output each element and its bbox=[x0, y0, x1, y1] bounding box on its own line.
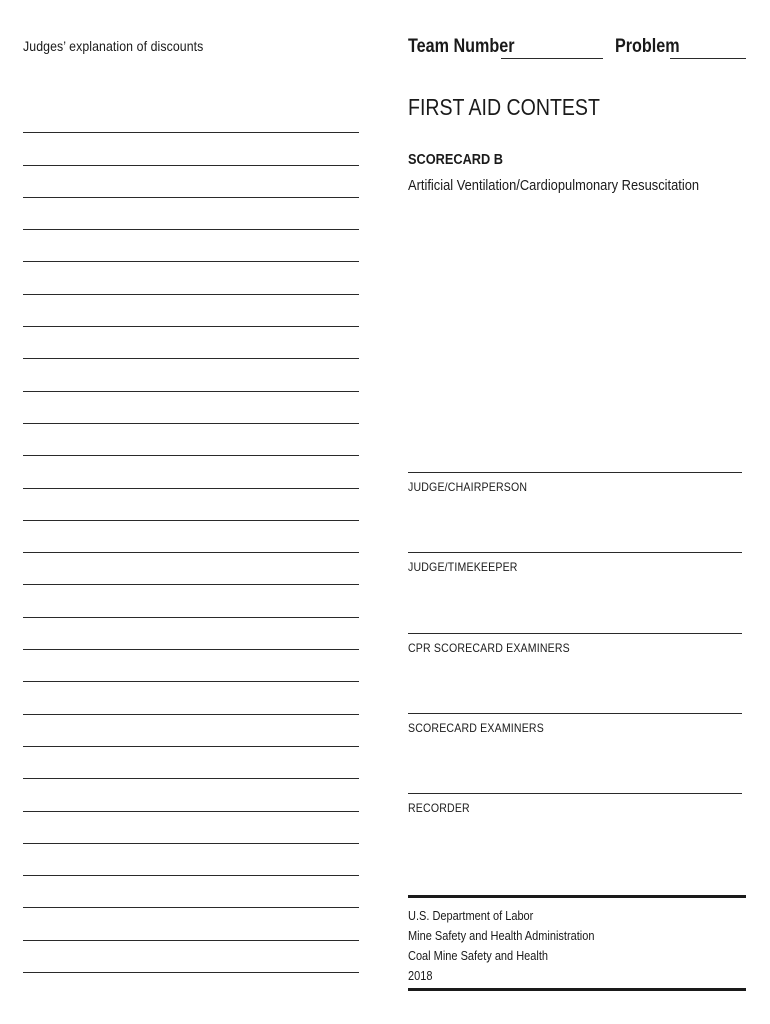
explanation-line[interactable] bbox=[23, 166, 359, 198]
explanation-line[interactable] bbox=[23, 262, 359, 294]
signature-line[interactable] bbox=[408, 713, 742, 714]
explanation-line[interactable] bbox=[23, 941, 359, 973]
explanation-line[interactable] bbox=[23, 715, 359, 747]
signature-line[interactable] bbox=[408, 793, 742, 794]
footer-year: 2018 bbox=[408, 969, 433, 983]
signature-cpr-scorecard-examiners bbox=[408, 633, 742, 655]
explanation-line[interactable] bbox=[23, 585, 359, 617]
signature-scorecard-examiners bbox=[408, 713, 742, 735]
explanation-line[interactable] bbox=[23, 650, 359, 682]
footer-agency-block bbox=[408, 906, 620, 986]
explanation-line[interactable] bbox=[23, 618, 359, 650]
scorecard-subtitle: Artificial Ventilation/Cardiopulmonary Resuscitation bbox=[408, 177, 700, 194]
explanation-line[interactable] bbox=[23, 489, 359, 521]
signature-line[interactable] bbox=[408, 552, 742, 553]
team-number-label: Team Number bbox=[408, 36, 515, 57]
explanation-line[interactable] bbox=[23, 295, 359, 327]
signature-judge-chairperson bbox=[408, 472, 742, 494]
footer-administration: Mine Safety and Health Administration bbox=[408, 929, 595, 943]
explanation-line[interactable] bbox=[23, 682, 359, 714]
signature-label: SCORECARD EXAMINERS bbox=[408, 721, 544, 735]
explanation-line[interactable] bbox=[23, 359, 359, 391]
signature-label: JUDGE/TIMEKEEPER bbox=[408, 560, 518, 574]
explanation-line[interactable] bbox=[23, 133, 359, 165]
signature-line[interactable] bbox=[408, 472, 742, 473]
team-problem-header bbox=[408, 36, 746, 64]
scorecard-title: SCORECARD B bbox=[408, 152, 503, 168]
explanation-line[interactable] bbox=[23, 456, 359, 488]
signature-recorder bbox=[408, 793, 742, 815]
explanation-line[interactable] bbox=[23, 844, 359, 876]
explanation-line[interactable] bbox=[23, 424, 359, 456]
footer-divider-bottom bbox=[408, 988, 746, 991]
explanation-line[interactable] bbox=[23, 747, 359, 779]
explanation-line[interactable] bbox=[23, 779, 359, 811]
explanation-line[interactable] bbox=[23, 198, 359, 230]
explanation-lines bbox=[23, 101, 359, 973]
problem-field[interactable] bbox=[670, 58, 746, 59]
explanation-line[interactable] bbox=[23, 812, 359, 844]
footer-division: Coal Mine Safety and Health bbox=[408, 949, 549, 963]
footer-department: U.S. Department of Labor bbox=[408, 909, 534, 923]
explanation-line[interactable] bbox=[23, 876, 359, 908]
problem-label: Problem bbox=[615, 36, 680, 57]
signature-line[interactable] bbox=[408, 633, 742, 634]
explanation-line[interactable] bbox=[23, 908, 359, 940]
signature-label: RECORDER bbox=[408, 801, 470, 815]
explanation-line[interactable] bbox=[23, 230, 359, 262]
explanation-line[interactable] bbox=[23, 553, 359, 585]
explanation-line[interactable] bbox=[23, 521, 359, 553]
discount-explanation-title: Judges’ explanation of discounts bbox=[23, 38, 204, 54]
footer-divider-top bbox=[408, 895, 746, 898]
explanation-line[interactable] bbox=[23, 327, 359, 359]
explanation-line[interactable] bbox=[23, 101, 359, 133]
explanation-line[interactable] bbox=[23, 392, 359, 424]
signature-judge-timekeeper bbox=[408, 552, 742, 574]
contest-title: FIRST AID CONTEST bbox=[408, 94, 600, 120]
signature-label: JUDGE/CHAIRPERSON bbox=[408, 480, 528, 494]
team-number-field[interactable] bbox=[501, 58, 603, 59]
discount-explanation-section bbox=[23, 38, 359, 56]
signature-label: CPR SCORECARD EXAMINERS bbox=[408, 641, 570, 655]
